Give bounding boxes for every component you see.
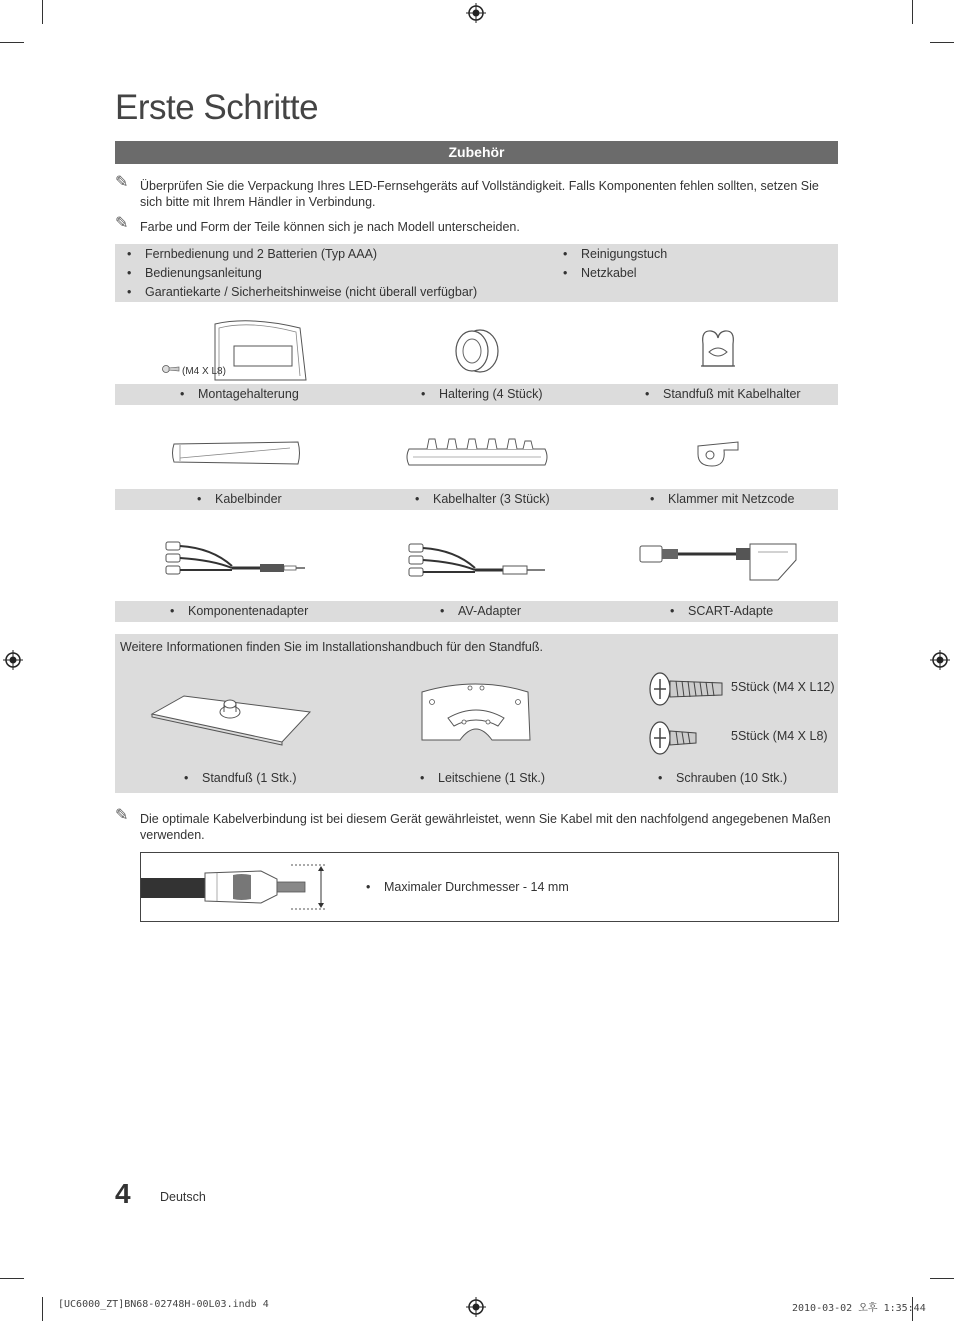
cable-tie-icon (170, 440, 302, 466)
page-title: Erste Schritte (115, 88, 319, 127)
stand-cable-holder-icon (695, 326, 741, 372)
note-text: Farbe und Form der Teile können sich je nach Modell unterscheiden. (140, 220, 520, 234)
registration-mark-icon (3, 650, 23, 670)
list-item: • Fernbedienung und 2 Batterien (Typ AAA) (127, 247, 378, 261)
screw-long-label: 5Stück (M4 X L12) (731, 680, 835, 694)
part-label: • Montagehalterung (180, 387, 299, 401)
list-item: • Netzkabel (563, 266, 637, 280)
note-text: Die optimale Kabelverbindung ist bei diesem Gerät gewährleistet, wenn Sie Kabel mit den nachfolgend angegebenen Maßen verwenden. (140, 812, 831, 842)
part-label: • Klammer mit Netzcode (650, 492, 795, 506)
crop-mark (0, 1278, 24, 1279)
stand-base-icon (150, 690, 312, 746)
part-label: • Schrauben (10 Stk.) (658, 771, 788, 785)
note (115, 807, 838, 845)
list-item: • Reinigungstuch (563, 247, 668, 261)
scart-adapter-icon (638, 540, 800, 586)
part-label: • Leitschiene (1 Stk.) (420, 771, 545, 785)
list-item: • Garantiekarte / Sicherheitshinweise (nicht überall verfügbar) (127, 285, 478, 299)
note (115, 174, 838, 212)
screw-long-icon (648, 669, 726, 709)
cable-spec-text: • Maximaler Durchmesser - 14 mm (366, 880, 569, 894)
crop-mark (0, 42, 24, 43)
stand-info-text: Weitere Informationen finden Sie im Installationshandbuch für den Standfuß. (120, 640, 543, 654)
section-header: Zubehör (115, 141, 838, 164)
crop-mark (912, 0, 913, 24)
part-label: • SCART-Adapte (670, 604, 774, 618)
screw-size-label: (M4 X L8) (182, 366, 226, 377)
part-label: • Haltering (4 Stück) (421, 387, 543, 401)
screw-icon (162, 364, 180, 374)
crop-mark (930, 42, 954, 43)
part-label: • Standfuß mit Kabelhalter (645, 387, 801, 401)
part-label: • Standfuß (1 Stk.) (184, 771, 297, 785)
note (115, 215, 838, 237)
page-number: 4 (115, 1178, 131, 1209)
print-file-info: [UC6000_ZT]BN68-02748H-00L03.indb 4 (58, 1299, 269, 1310)
registration-mark-icon (930, 650, 950, 670)
note-text: Überprüfen Sie die Verpackung Ihres LED-Fernsehgeräts auf Vollständigkeit. Falls Komponenten fehlen sollten, setzen Sie sich bitte mit Ihrem Händler in Verbindung. (140, 179, 819, 209)
registration-mark-icon (466, 1297, 486, 1317)
part-label: • Kabelbinder (197, 492, 282, 506)
list-item: • Bedienungsanleitung (127, 266, 262, 280)
power-cord-clamp-icon (694, 438, 742, 470)
crop-mark (42, 0, 43, 24)
screw-short-label: 5Stück (M4 X L8) (731, 729, 828, 743)
part-label: • Kabelhalter (3 Stück) (415, 492, 550, 506)
crop-mark (42, 1297, 43, 1321)
component-adapter-icon (162, 538, 307, 582)
language-label: Deutsch (160, 1190, 206, 1204)
part-label: • Komponentenadapter (170, 604, 309, 618)
pencil-note-icon: ✎ (115, 215, 129, 232)
cable-plug-icon (141, 863, 331, 911)
holder-ring-icon (452, 326, 502, 376)
part-label: • AV-Adapter (440, 604, 522, 618)
guide-rail-icon (418, 678, 534, 744)
cable-holder-icon (405, 435, 550, 471)
registration-mark-icon (466, 3, 486, 23)
screw-short-icon (648, 718, 700, 758)
pencil-note-icon: ✎ (115, 174, 129, 191)
av-adapter-icon (405, 540, 550, 582)
pencil-note-icon: ✎ (115, 807, 129, 824)
crop-mark (930, 1278, 954, 1279)
cable-spec-box (140, 852, 839, 922)
print-date-info: 2010-03-02 오후 1:35:44 (792, 1303, 926, 1314)
